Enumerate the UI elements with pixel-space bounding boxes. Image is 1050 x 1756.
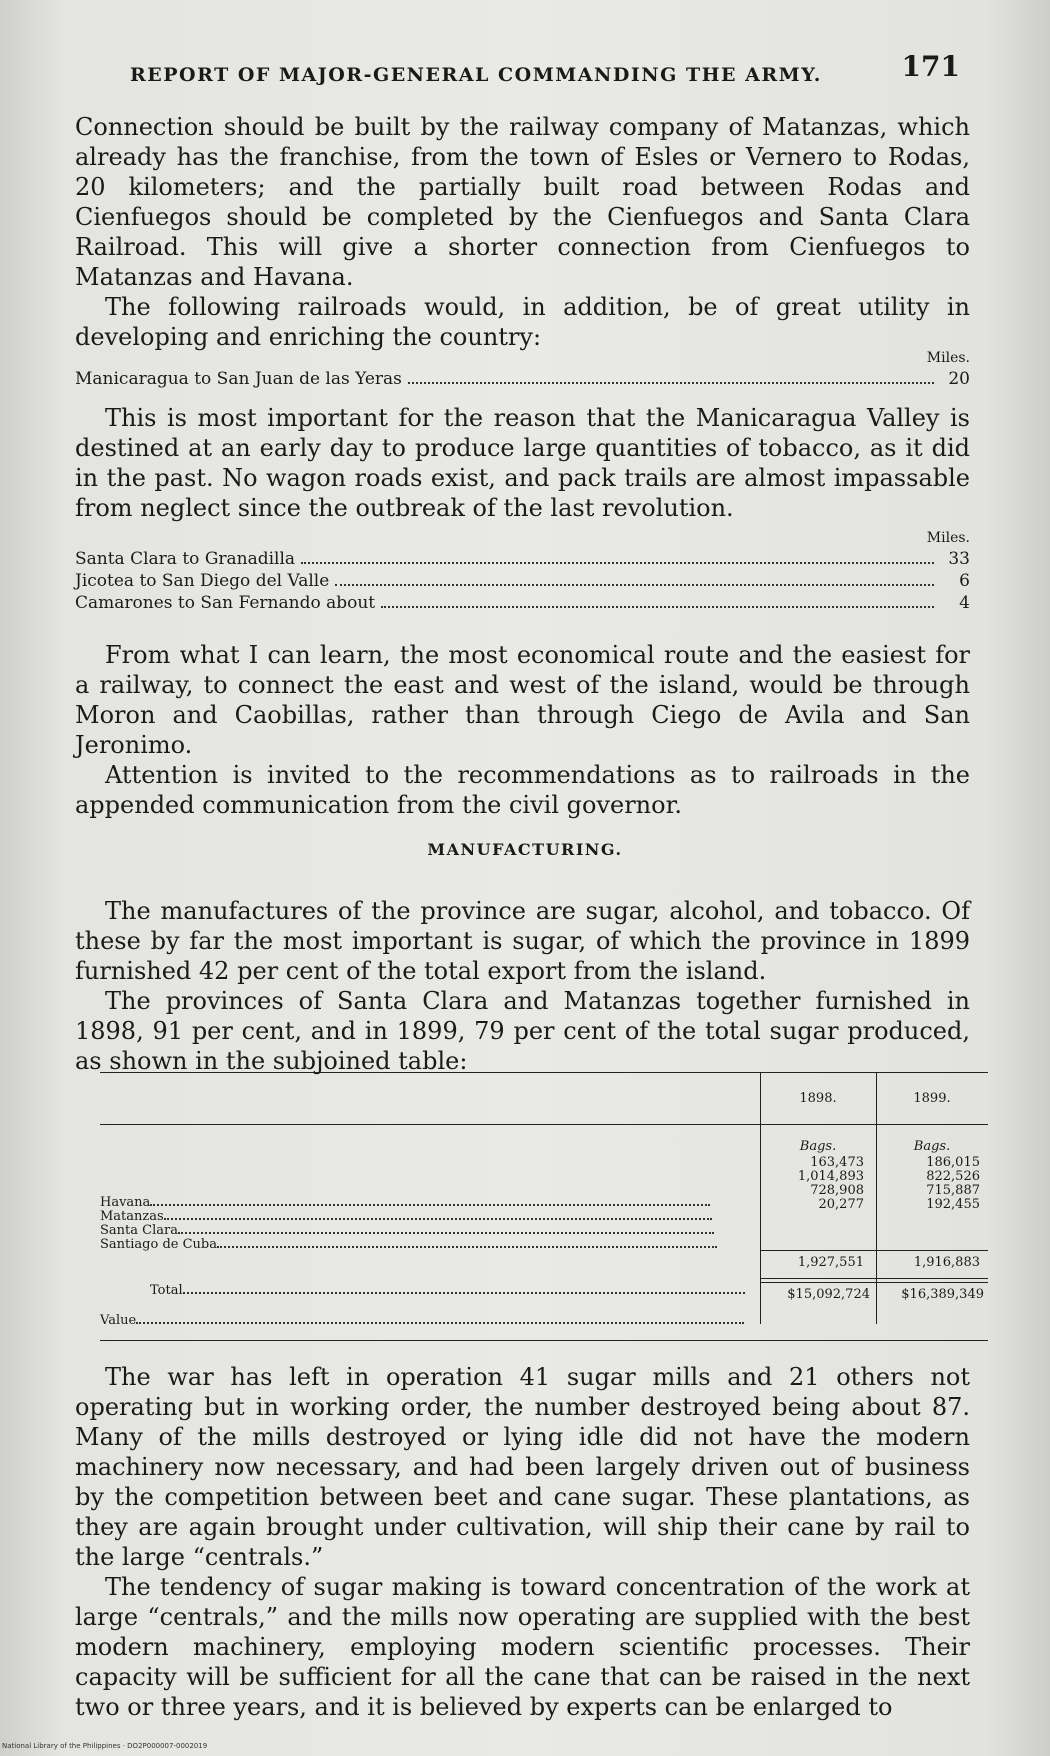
leader-dots xyxy=(301,561,934,564)
paragraph: The following railroads would, in addition, be of great utility in developing and enriching the country: xyxy=(75,293,970,351)
column-header-1899: 1899. xyxy=(913,1091,951,1106)
santiago-1898: 20,277 xyxy=(818,1197,864,1212)
province-name: Santa Clara xyxy=(100,1223,178,1238)
total-1899: 1,916,883 xyxy=(913,1255,980,1270)
paragraph: Attention is invited to the recommendations as to railroads in the appended communication from the civil governor. xyxy=(75,761,970,819)
leader-dots xyxy=(178,1232,714,1234)
railroad-route: Manicaragua to San Juan de las Yeras xyxy=(75,369,402,389)
manufacturing-paragraphs xyxy=(75,896,970,1076)
row-label-havana xyxy=(100,1196,710,1210)
unit-label-1898: Bags. xyxy=(799,1139,837,1154)
railroad-row xyxy=(75,592,970,614)
unit-label-1899: Bags. xyxy=(913,1139,951,1154)
value-1899: $16,389,349 xyxy=(901,1287,984,1302)
column-header-1898: 1898. xyxy=(799,1091,837,1106)
row-label-santiago xyxy=(100,1238,717,1252)
table-rule xyxy=(760,1250,988,1251)
railroad-miles: 6 xyxy=(959,571,970,591)
santiago-1899: 192,455 xyxy=(926,1197,980,1212)
paragraph: The manufactures of the province are sugar, alcohol, and tobacco. Of these by far the most important is sugar, of which the province in 1899 furnished 42 per cent of the total export from the island. xyxy=(75,897,970,985)
matanzas-1899: 822,526 xyxy=(926,1169,980,1184)
miles-unit-label: Miles. xyxy=(926,350,970,366)
paragraph: The war has left in operation 41 sugar mills and 21 others not operating but in working order, the number destroyed being about 87. Many of the mills destroyed or lying idle did not have the modern machinery now necessary, and had been largely driven out of business by the competition between beet and cane sugar. These plantations, as they are again brought under cultivation, will ship their cane by rail to the large “centrals.” xyxy=(75,1363,970,1571)
page-number: 171 xyxy=(901,50,960,83)
paragraph: The provinces of Santa Clara and Matanzas together furnished in 1898, 91 per cent, and in 1899, 79 per cent of the total sugar produced, as shown in the subjoined table: xyxy=(75,987,970,1075)
table-rule xyxy=(760,1278,988,1279)
top-paragraphs xyxy=(75,112,970,352)
middle-paragraphs xyxy=(75,640,970,820)
table-rule xyxy=(760,1282,988,1283)
leader-dots xyxy=(164,1218,712,1220)
bottom-paragraphs xyxy=(75,1362,970,1722)
leader-dots xyxy=(408,381,934,384)
railroad-route: Camarones to San Fernando about xyxy=(75,593,376,613)
railroad-list-1 xyxy=(75,348,970,390)
header-title: REPORT OF MAJOR-GENERAL COMMANDING THE ARMY. xyxy=(130,64,822,86)
row-label-total xyxy=(150,1284,745,1298)
leader-dots xyxy=(381,605,934,608)
row-label-matanzas xyxy=(100,1210,712,1224)
table-rule xyxy=(100,1124,988,1125)
section-heading-manufacturing: MANUFACTURING. xyxy=(427,840,623,859)
table-rule xyxy=(100,1072,988,1073)
paragraph: Connection should be built by the railway company of Matanzas, which already has the franchise, from the town of Esles or Vernero to Rodas, 20 kilometers; and the partially built road between Rodas and Cienfuegos should be completed by the Cienfuegos and Santa Clara Railroad. This will give a shorter connection from Cienfuegos to Matanzas and Havana. xyxy=(75,113,970,291)
table-rule xyxy=(100,1340,988,1341)
sugar-production-table xyxy=(100,1072,988,1348)
santa-clara-1899: 715,887 xyxy=(926,1183,980,1198)
railroad-row xyxy=(75,548,970,570)
row-label-value xyxy=(100,1314,744,1328)
railroad-miles: 33 xyxy=(948,549,970,569)
leader-dots xyxy=(136,1322,744,1324)
santa-clara-1898: 728,908 xyxy=(810,1183,864,1198)
paragraph: The tendency of sugar making is toward concentration of the work at large “centrals,” and the mills now operating are supplied with the best modern machinery, employing modern scientific processes. Their capacity will be sufficient for all the cane that can be raised in the next two or three years, and it is believed by experts can be enlarged to xyxy=(75,1573,970,1721)
leader-dots xyxy=(150,1204,710,1206)
province-name: Matanzas xyxy=(100,1209,164,1224)
railroad-row xyxy=(75,570,970,592)
leader-dots xyxy=(183,1292,745,1294)
province-name: Santiago de Cuba xyxy=(100,1237,217,1252)
value-1898: $15,092,724 xyxy=(787,1287,870,1302)
railroad-list-2 xyxy=(75,528,970,614)
havana-1899: 186,015 xyxy=(926,1155,980,1170)
havana-1898: 163,473 xyxy=(810,1155,864,1170)
railroad-miles: 20 xyxy=(948,369,970,389)
value-label: Value xyxy=(100,1313,137,1328)
total-1898: 1,927,551 xyxy=(797,1255,864,1270)
province-name: Havana xyxy=(100,1195,151,1210)
leader-dots xyxy=(217,1246,717,1248)
manicaragua-paragraph xyxy=(75,403,970,523)
railroad-route: Jicotea to San Diego del Valle xyxy=(75,571,330,591)
footer-credit: National Library of the Philippines · DO2P000007-0002019 xyxy=(2,1742,208,1750)
matanzas-1898: 1,014,893 xyxy=(797,1169,864,1184)
paragraph: From what I can learn, the most economical route and the easiest for a railway, to connect the east and west of the island, would be through Moron and Caobillas, rather than through Ciego de Avila and San Jeronimo. xyxy=(75,641,970,759)
total-label: Total xyxy=(150,1283,183,1298)
railroad-row xyxy=(75,368,970,390)
row-label-santa-clara xyxy=(100,1224,714,1238)
leader-dots xyxy=(335,583,934,586)
miles-unit-label: Miles. xyxy=(926,530,970,546)
railroad-route: Santa Clara to Granadilla xyxy=(75,549,296,569)
railroad-miles: 4 xyxy=(959,593,970,613)
paragraph: This is most important for the reason that the Manicaragua Valley is destined at an early day to produce large quantities of tobacco, as it did in the past. No wagon roads exist, and pack trails are almost impassable from neglect since the outbreak of the last revolution. xyxy=(75,404,970,522)
running-header xyxy=(130,50,960,90)
